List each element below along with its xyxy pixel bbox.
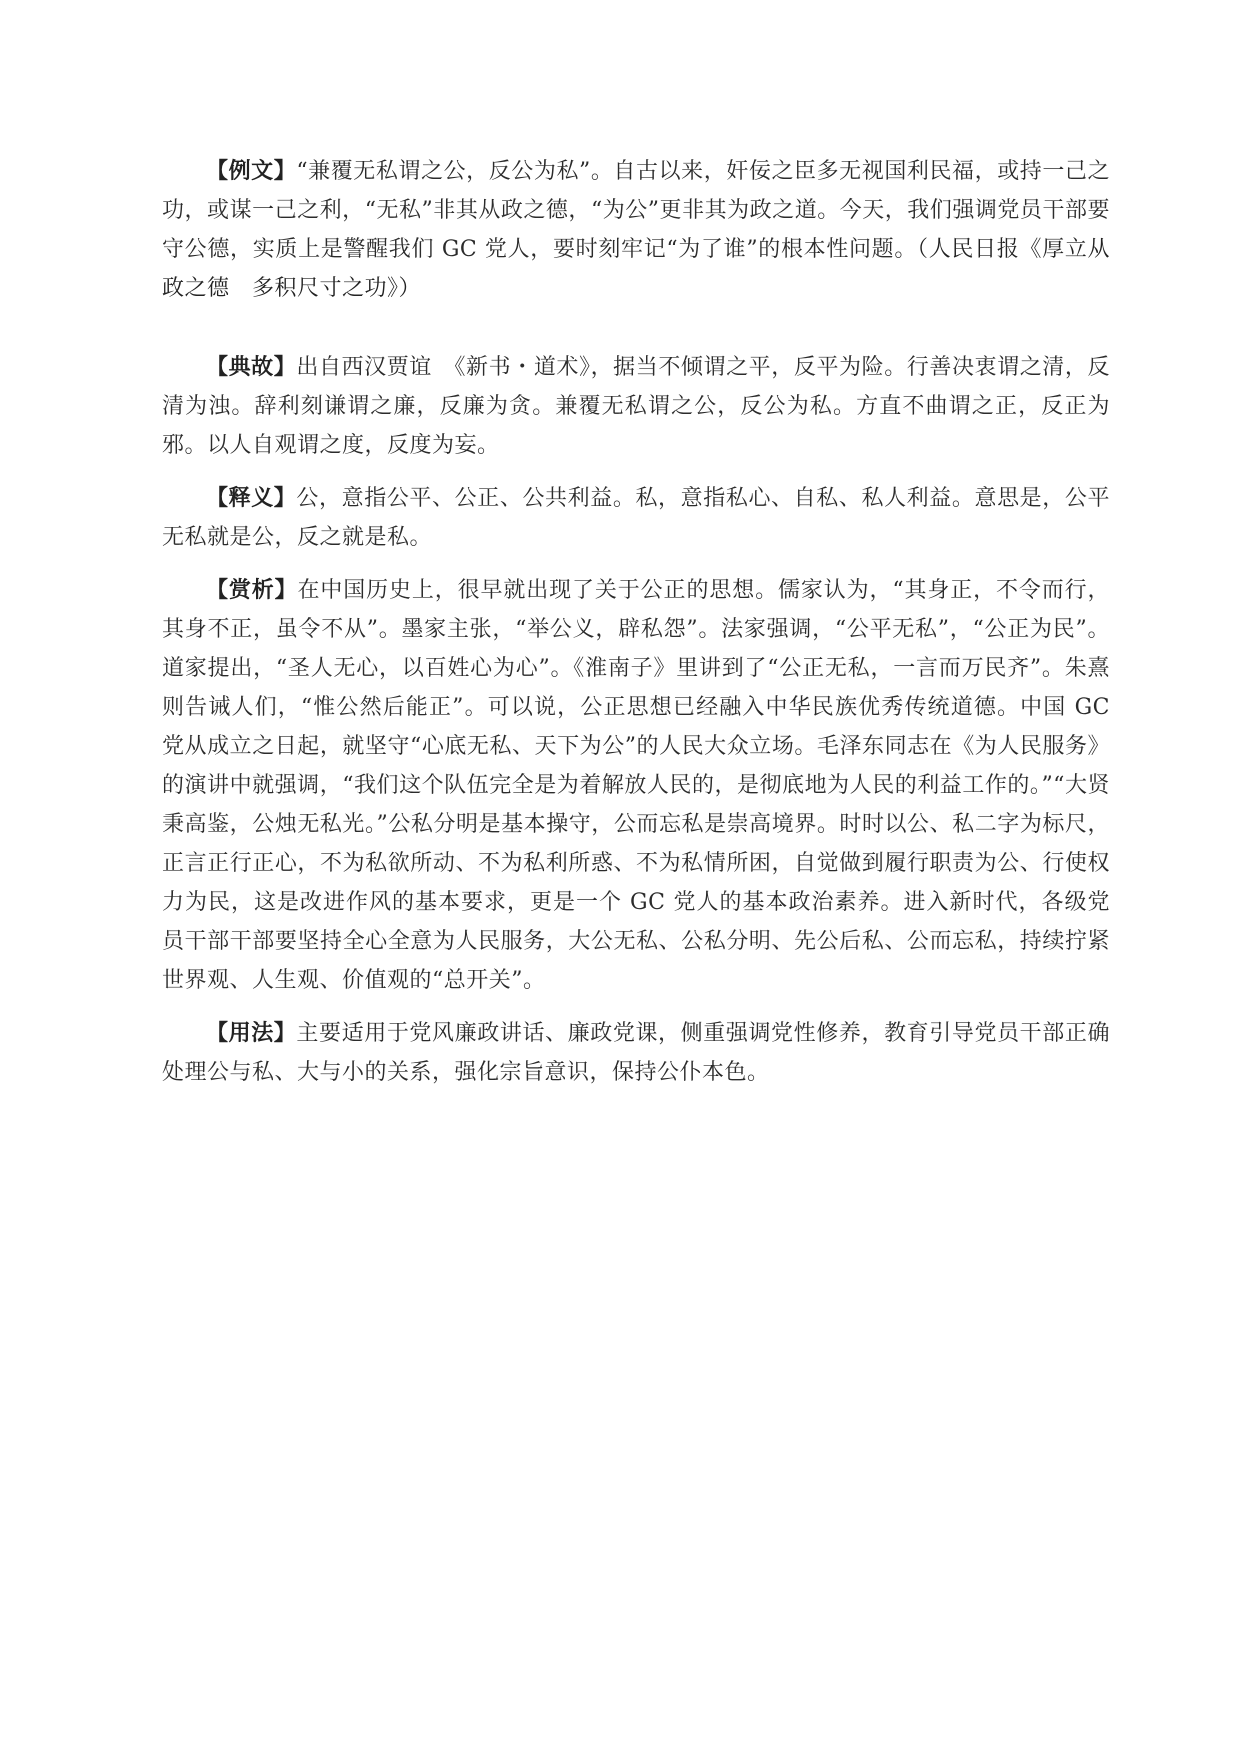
paragraph-shangxi [162, 571, 1110, 1000]
yongfa-text: 主要适用于党风廉政讲话、廉政党课，侧重强调党性修养，教育引导党员干部正确处理公与私、大与小的关系，强化宗旨意识，保持公仆本色。 [162, 1021, 1110, 1085]
document-body [162, 152, 1110, 1092]
section-tag-shangxi: 【赏析】 [206, 578, 298, 603]
paragraph-liwen [162, 152, 1110, 308]
section-tag-shiyi: 【释义】 [206, 486, 297, 511]
paragraph-shiyi [162, 479, 1110, 557]
paragraph-diangu [162, 348, 1110, 465]
diangu-text: 出自西汉贾谊 《新书・道术》，据当不倾谓之平，反平为险。行善决衷谓之清，反清为浊。辞利刻谦谓之廉，反廉为贪。兼覆无私谓之公，反公为私。方直不曲谓之正，反正为邪。以人自观谓之度，反度为妄。 [162, 355, 1110, 458]
section-tag-yongfa: 【用法】 [206, 1021, 297, 1046]
shangxi-text: 在中国历史上，很早就出现了关于公正的思想。儒家认为，“其身正，不令而行，其身不正，虽令不从”。墨家主张，“举公义，辟私怨”。法家强调，“公平无私”，“公正为民”。道家提出，“圣人无心，以百姓心为心”。《淮南子》里讲到了“公正无私，一言而万民齐”。朱熹则告诫人们，“惟公然后能正”。可以说，公正思想已经融入中华民族优秀传统道德。中国 GC 党从成立之日起，就坚守“心底无私、天下为公”的人民大众立场。毛泽东同志在《为人民服务》的演讲中就强调，“我们这个队伍完全是为着解放人民的，是彻底地为人民的利益工作的。”“大贤秉高鉴，公烛无私光。”公私分明是基本操守，公而忘私是崇高境界。时时以公、私二字为标尺，正言正行正心，不为私欲所动、不为私利所惑、不为私情所困，自觉做到履行职责为公、行使权力为民，这是改进作风的基本要求，更是一个 GC 党人的基本政治素养。进入新时代，各级党员干部干部要坚持全心全意为人民服务，大公无私、公私分明、先公后私、公而忘私，持续拧紧世界观、人生观、价值观的“总开关”。 [162, 578, 1110, 993]
liwen-source: （人民日报《厚立从政之德 多积尺寸之功》） [162, 237, 1110, 301]
section-tag-diangu: 【典故】 [206, 355, 297, 380]
shiyi-text: 公，意指公平、公正、公共利益。私，意指私心、自私、私人利益。意思是，公平无私就是公，反之就是私。 [162, 486, 1110, 550]
paragraph-yongfa [162, 1014, 1110, 1092]
liwen-text: “兼覆无私谓之公，反公为私”。自古以来，奸佞之臣多无视国利民福，或持一己之功，或谋一己之利，“无私”非其从政之德，“为公”更非其为政之道。今天，我们强调党员干部要守公德，实质上是警醒我们 GC 党人，要时刻牢记“为了谁”的根本性问题。 [162, 159, 1110, 262]
section-tag-liwen: 【例文】 [206, 159, 297, 184]
